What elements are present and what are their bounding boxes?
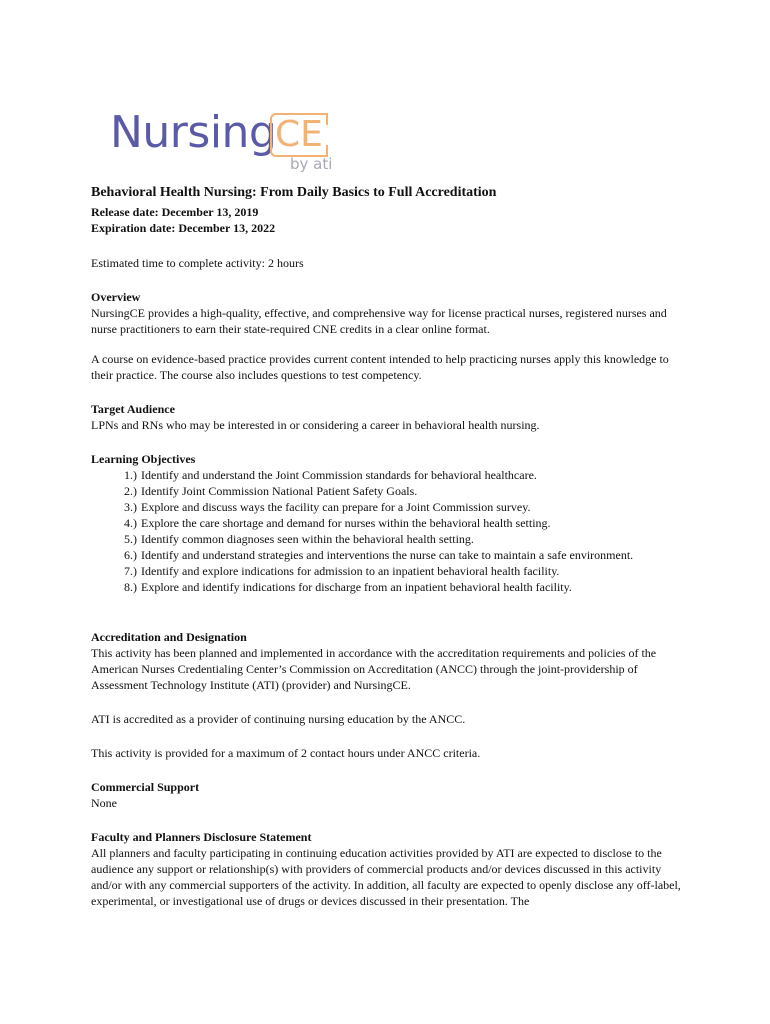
- list-item: 8.) Explore and identify indications for discharge from an inpatient behavioral health facility.: [124, 580, 572, 594]
- overview-paragraph-1: NursingCE provides a high-quality, effective, and comprehensive way for license practical nurses, registered nurses and nurse practitioners to earn their state-required CNE credits in a clear online format.: [91, 306, 667, 336]
- nursingce-logo: [110, 108, 340, 178]
- list-item: 7.) Identify and explore indications for admission to an inpatient behavioral health facility.: [124, 564, 560, 578]
- release-date: Release date: December 13, 2019: [91, 205, 259, 219]
- accreditation-paragraph-1: This activity has been planned and implemented in accordance with the accreditation requirements and policies of the American Nurses Credentialing Center’s Commission on Accreditation (ANCC) through the joint-providership of Assessment Technology Institute (ATI) (provider) and NursingCE.: [91, 646, 657, 692]
- commercial-support-heading: Commercial Support: [91, 780, 200, 794]
- logo-wordmark: Nursing: [110, 107, 277, 158]
- accreditation-paragraph-3: This activity is provided for a maximum of 2 contact hours under ANCC criteria.: [91, 746, 481, 760]
- overview-paragraph-2: A course on evidence-based practice provides current content intended to help practicing nurses apply this knowledge to their practice. The course also includes questions to test competency.: [91, 352, 669, 382]
- list-item: 4.) Explore the care shortage and demand for nurses within the behavioral health setting.: [124, 516, 551, 530]
- overview-heading: Overview: [91, 290, 141, 304]
- learning-objectives-heading: Learning Objectives: [91, 452, 196, 466]
- logo-ce-badge: [270, 113, 326, 157]
- commercial-support-text: None: [91, 796, 117, 810]
- expiration-date: Expiration date: December 13, 2022: [91, 221, 276, 235]
- document-content: [91, 184, 681, 909]
- document-title: Behavioral Health Nursing: From Daily Basics to Full Accreditation: [91, 185, 497, 200]
- accreditation-heading: Accreditation and Designation: [91, 630, 247, 644]
- target-audience-text: LPNs and RNs who may be interested in or considering a career in behavioral health nursing.: [91, 418, 540, 432]
- disclosure-text: All planners and faculty participating in continuing education activities provided by ATI are expected to disclose to the audience any support or relationship(s) with providers of commercial products and/or devices discussed in this activity and/or with any commercial supporters of the activity. In addition, all faculty are expected to openly disclose any off-label, experimental, or investigational use of drugs or devices discussed in their presentation. The: [91, 846, 681, 908]
- accreditation-paragraph-2: ATI is accredited as a provider of continuing nursing education by the ANCC.: [91, 712, 466, 726]
- target-audience-heading: Target Audience: [91, 402, 175, 416]
- list-item: 6.) Identify and understand strategies and interventions the nurse can take to maintain a safe environment.: [124, 548, 634, 562]
- list-item: 1.) Identify and understand the Joint Commission standards for behavioral healthcare.: [124, 468, 537, 482]
- list-item: 3.) Explore and discuss ways the facility can prepare for a Joint Commission survey.: [124, 500, 531, 514]
- disclosure-heading: Faculty and Planners Disclosure Statement: [91, 830, 312, 844]
- logo-byline: by ati: [290, 155, 333, 173]
- list-item: 2.) Identify Joint Commission National Patient Safety Goals.: [124, 484, 418, 498]
- list-item: 5.) Identify common diagnoses seen within the behavioral health setting.: [124, 532, 474, 546]
- estimated-time: Estimated time to complete activity: 2 hours: [91, 256, 304, 270]
- logo-ce-text: CE: [275, 114, 323, 155]
- learning-objectives-list: [91, 467, 681, 595]
